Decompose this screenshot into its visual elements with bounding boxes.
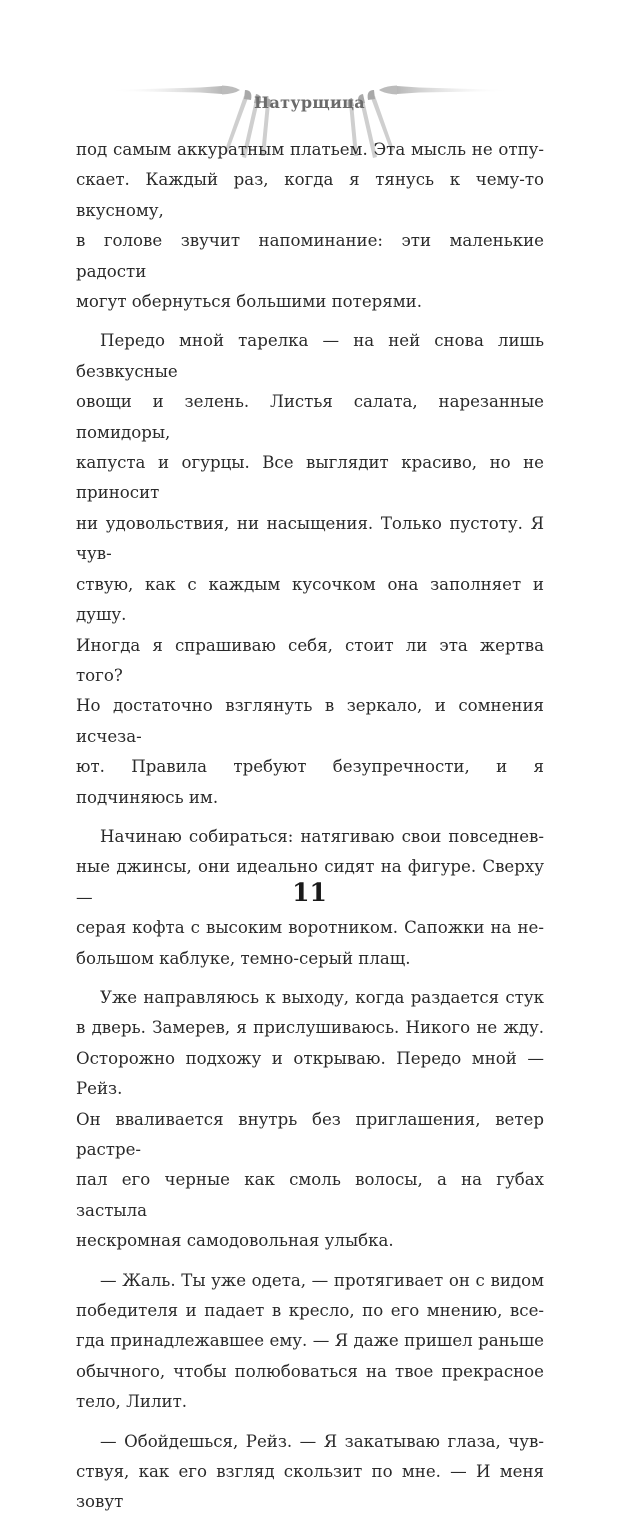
text-line: пал его черные как смоль волосы, а на губах застыла	[76, 1170, 544, 1220]
text-line: ные джинсы, они идеально сидят на фигуре. Сверху —	[76, 857, 544, 907]
text-line: ют. Правила требуют безупречности, и я подчиняюсь им.	[76, 757, 544, 807]
text-line: ствую, как с каждым кусочком она заполняет и душу.	[76, 574, 544, 625]
text-line: — Жаль. Ты уже одета, — протягивает он с видом	[100, 1270, 544, 1290]
text-line: в голове звучит напоминание: эти маленькие радости	[76, 231, 544, 281]
text-line: Иногда я спрашиваю себя, стоит ли эта жертва того?	[76, 635, 544, 685]
text-line: Но достаточно взглянуть в зеркало, и сомнения исчеза-	[76, 696, 544, 746]
text-line: — Обойдешься, Рейз. — Я закатываю глаза, чув-	[100, 1431, 544, 1451]
text-line: могут обернуться большими потерями.	[76, 292, 422, 312]
running-title: Натурщица	[254, 93, 365, 112]
text-line: Осторожно подхожу и открываю. Передо мной — Рейз.	[76, 1048, 544, 1099]
text-line: под самым аккуратным платьем. Эта мысль не отпу-	[76, 140, 544, 159]
body-text	[76, 135, 544, 1518]
page-number: 11	[292, 878, 327, 907]
text-line: ствуя, как его взгляд скользит по мне. — И меня зовут	[76, 1462, 544, 1512]
text-line: большом каблуке, темно-серый плащ.	[76, 948, 411, 968]
text-line: Начинаю собираться: натягиваю свои повседнев-	[100, 826, 544, 846]
text-line: тело, Лилит.	[76, 1392, 188, 1412]
text-line: овощи и зелень. Листья салата, нарезанные помидоры,	[76, 392, 544, 442]
text-line: капуста и огурцы. Все выглядит красиво, но не приносит	[76, 453, 544, 503]
text-line: Передо мной тарелка — на ней снова лишь безвкусные	[76, 331, 544, 381]
text-line: Уже направляюсь к выходу, когда раздается стук	[100, 987, 544, 1007]
text-line: ни удовольствия, ни насыщения. Только пустоту. Я чув-	[76, 513, 544, 564]
text-line: в дверь. Замерев, я прислушиваюсь. Никого не жду.	[76, 1018, 544, 1038]
text-line: нескромная самодовольная улыбка.	[76, 1231, 394, 1251]
text-line: серая кофта с высоким воротником. Сапожки на не-	[76, 918, 544, 938]
text-line: Он вваливается внутрь без приглашения, ветер растре-	[76, 1109, 544, 1159]
text-line: скает. Каждый раз, когда я тянусь к чему-то вкусному,	[76, 170, 544, 220]
text-line: гда принадлежавшее ему. — Я даже пришел раньше	[76, 1331, 544, 1351]
text-line: победителя и падает в кресло, по его мнению, все-	[76, 1301, 544, 1321]
text-line: обычного, чтобы полюбоваться на твое прекрасное	[76, 1361, 544, 1381]
